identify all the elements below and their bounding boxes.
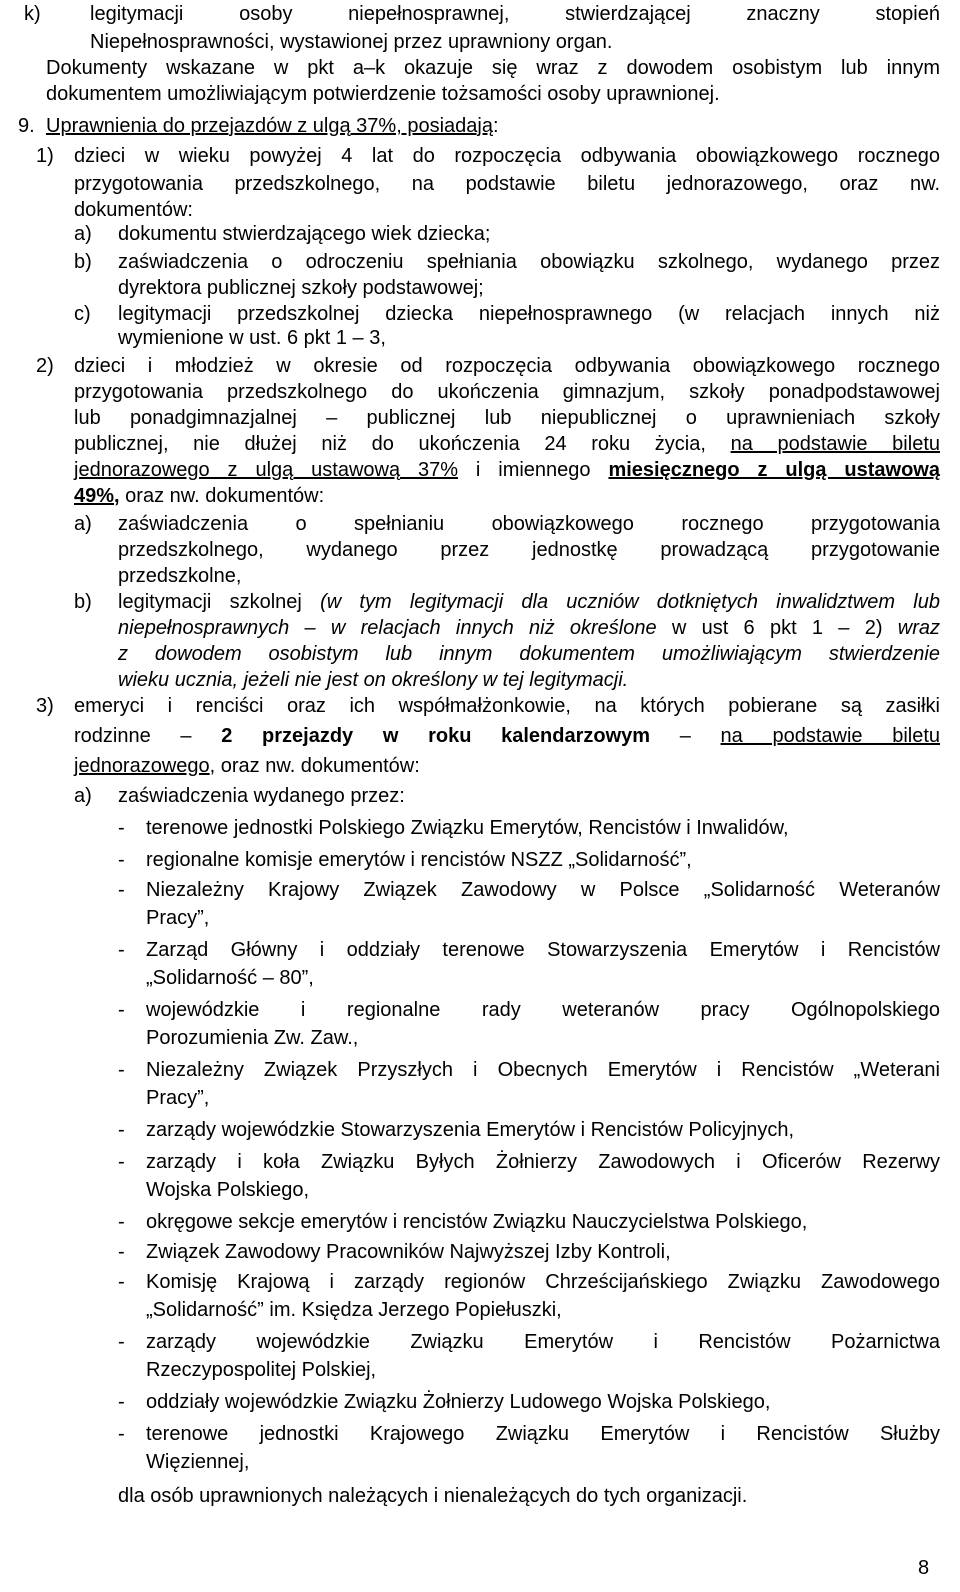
paragraph-line: emeryci i renciści oraz ich współmałżonkowie, na których pobierane są zasiłki bbox=[74, 695, 940, 717]
text-segment: legitymacji szkolnej bbox=[118, 591, 302, 613]
paragraph-line: dzieci i młodzież w okresie od rozpoczęcia odbywania obowiązkowego rocznego bbox=[74, 355, 940, 377]
list-marker: 2) bbox=[36, 355, 54, 377]
bullet-dash: - bbox=[118, 1271, 125, 1293]
paragraph-line: legitymacji osoby niepełnosprawnej, stwierdzającej znaczny stopień bbox=[90, 3, 940, 25]
list-marker: 1) bbox=[36, 145, 54, 167]
bullet-text: Rzeczypospolitej Polskiej, bbox=[146, 1359, 377, 1381]
paragraph-line: dokumentu stwierdzającego wiek dziecka; bbox=[118, 223, 491, 245]
text-segment: w ust 6 pkt 1 – 2) bbox=[671, 617, 883, 639]
underlined-segment: jednorazowego bbox=[74, 755, 210, 777]
bullet-dash: - bbox=[118, 1331, 125, 1353]
heading-colon: : bbox=[492, 115, 499, 137]
paragraph-line: dzieci w wieku powyżej 4 lat do rozpoczęcia odbywania obowiązkowego rocznego bbox=[74, 145, 940, 167]
section-heading-text: Uprawnienia do przejazdów z ulgą 37%, posiadają bbox=[46, 115, 493, 137]
page-number: 8 bbox=[918, 1557, 930, 1579]
paragraph-line: przygotowania przedszkolnego, na podstawie biletu jednorazowego, oraz nw. bbox=[74, 173, 940, 195]
bullet-text: regionalne komisje emerytów i rencistów NSZZ „Solidarność”, bbox=[146, 849, 692, 871]
paragraph-line: dokumentów: bbox=[74, 199, 193, 221]
bullet-dash: - bbox=[118, 939, 125, 961]
text-segment: – bbox=[679, 725, 691, 747]
paragraph-line: Dokumenty wskazane w pkt a–k okazuje się wraz z dowodem osobistym lub innym bbox=[46, 57, 940, 79]
paragraph-line bbox=[118, 590, 940, 614]
bullet-dash: - bbox=[118, 1119, 125, 1141]
paragraph-line bbox=[74, 754, 420, 778]
bullet-text: Porozumienia Zw. Zaw., bbox=[146, 1027, 359, 1049]
bullet-text: Niezależny Związek Przyszłych i Obecnych Emerytów i Rencistów „Weterani bbox=[146, 1059, 940, 1081]
bold-segment: 2 przejazdy w roku kalendarzowym bbox=[221, 725, 651, 747]
bullet-dash: - bbox=[118, 1151, 125, 1173]
list-marker: a) bbox=[74, 785, 92, 807]
bullet-text: Związek Zawodowy Pracowników Najwyższej Izby Kontroli, bbox=[146, 1241, 671, 1263]
paragraph-line: wymienione w ust. 6 pkt 1 – 3, bbox=[118, 327, 386, 349]
list-marker: a) bbox=[74, 223, 92, 245]
paragraph-line: zaświadczenia o odroczeniu spełniania obowiązku szkolnego, wydanego przez bbox=[118, 251, 940, 273]
bullet-dash: - bbox=[118, 879, 125, 901]
underlined-segment: na podstawie biletu bbox=[730, 433, 940, 455]
closing-line: dla osób uprawnionych należących i nienależących do tych organizacji. bbox=[118, 1485, 748, 1507]
bullet-dash: - bbox=[118, 1059, 125, 1081]
italic-segment: wraz bbox=[897, 617, 941, 639]
paragraph-line: zaświadczenia o spełnianiu obowiązkowego rocznego przygotowania bbox=[118, 513, 940, 535]
bullet-dash: - bbox=[118, 1391, 125, 1413]
bullet-dash: - bbox=[118, 1211, 125, 1233]
bullet-dash: - bbox=[118, 849, 125, 871]
paragraph-line: lub ponadgimnazjalnej – publicznej lub niepublicznej o uprawnieniach szkoły bbox=[74, 407, 940, 429]
paragraph-line: przygotowania przedszkolnego do ukończenia gimnazjum, szkoły ponadpodstawowej bbox=[74, 381, 940, 403]
paragraph-line: z dowodem osobistym lub innym dokumentem umożliwiającym stwierdzenie bbox=[118, 643, 940, 665]
text-segment: oraz nw. dokumentów: bbox=[125, 485, 325, 507]
bullet-dash: - bbox=[118, 1241, 125, 1263]
paragraph-line: przedszkolnego, wydanego przez jednostkę prowadzącą przygotowanie bbox=[118, 539, 940, 561]
text-segment: rodzinne – bbox=[74, 725, 192, 747]
list-marker: b) bbox=[74, 591, 92, 613]
bullet-text: Pracy”, bbox=[146, 907, 210, 929]
underlined-segment: jednorazowego z ulgą ustawową 37% bbox=[74, 459, 459, 481]
bullet-text: Pracy”, bbox=[146, 1087, 210, 1109]
bullet-text: zarządy i koła Związku Byłych Żołnierzy Zawodowych i Oficerów Rezerwy bbox=[146, 1151, 940, 1173]
text-segment: , oraz nw. dokumentów: bbox=[209, 755, 420, 777]
text-segment: i imiennego bbox=[475, 459, 591, 481]
text-segment: publicznej, nie dłużej niż do ukończenia 24 roku życia, bbox=[74, 433, 706, 455]
bold-underlined-segment: 49%, bbox=[74, 485, 120, 507]
bullet-text: terenowe jednostki Polskiego Związku Emerytów, Rencistów i Inwalidów, bbox=[146, 817, 789, 839]
paragraph-line: zaświadczenia wydanego przez: bbox=[118, 785, 405, 807]
bullet-text: terenowe jednostki Krajowego Związku Emerytów i Rencistów Służby bbox=[146, 1423, 940, 1445]
bullet-text: „Solidarność – 80”, bbox=[146, 967, 314, 989]
paragraph-line bbox=[74, 484, 324, 508]
bullet-text: Zarząd Główny i oddziały terenowe Stowarzyszenia Emerytów i Rencistów bbox=[146, 939, 940, 961]
italic-segment: (w tym legitymacji dla uczniów dotkniętych inwalidztwem lub bbox=[320, 591, 941, 613]
bullet-text: Komisję Krajową i zarządy regionów Chrześcijańskiego Związku Zawodowego bbox=[146, 1271, 940, 1293]
section-number: 9. bbox=[18, 115, 35, 137]
section-heading bbox=[46, 114, 499, 138]
bullet-text: wojewódzkie i regionalne rady weteranów pracy Ogólnopolskiego bbox=[146, 999, 940, 1021]
bullet-dash: - bbox=[118, 817, 125, 839]
paragraph-line bbox=[74, 458, 940, 482]
bold-underlined-segment: miesięcznego z ulgą ustawową bbox=[608, 459, 940, 481]
paragraph-line: wieku ucznia, jeżeli nie jest on określony w tej legitymacji. bbox=[118, 669, 629, 691]
bullet-text: zarządy wojewódzkie Stowarzyszenia Emerytów i Rencistów Policyjnych, bbox=[146, 1119, 795, 1141]
bullet-text: zarządy wojewódzkie Związku Emerytów i Rencistów Pożarnictwa bbox=[146, 1331, 940, 1353]
bullet-text: oddziały wojewódzkie Związku Żołnierzy Ludowego Wojska Polskiego, bbox=[146, 1391, 771, 1413]
bullet-text: „Solidarność” im. Księdza Jerzego Popiełuszki, bbox=[146, 1299, 562, 1321]
underlined-segment: na podstawie biletu bbox=[720, 725, 941, 747]
paragraph-line: dokumentem umożliwiającym potwierdzenie tożsamości osoby uprawnionej. bbox=[46, 83, 720, 105]
paragraph-line bbox=[74, 432, 940, 456]
list-marker: k) bbox=[24, 3, 41, 25]
bullet-text: Więziennej, bbox=[146, 1451, 250, 1473]
paragraph-line bbox=[118, 616, 940, 640]
paragraph-line: dyrektora publicznej szkoły podstawowej; bbox=[118, 277, 484, 299]
paragraph-line: przedszkolne, bbox=[118, 565, 242, 587]
italic-segment: niepełnosprawnych – w relacjach innych niż określone bbox=[118, 617, 657, 639]
bullet-text: Niezależny Krajowy Związek Zawodowy w Polsce „Solidarność Weteranów bbox=[146, 879, 940, 901]
bullet-text: okręgowe sekcje emerytów i rencistów Związku Nauczycielstwa Polskiego, bbox=[146, 1211, 808, 1233]
bullet-text: Wojska Polskiego, bbox=[146, 1179, 310, 1201]
list-marker: 3) bbox=[36, 695, 54, 717]
list-marker: a) bbox=[74, 513, 92, 535]
paragraph-line: legitymacji przedszkolnej dziecka niepełnosprawnego (w relacjach innych niż bbox=[118, 303, 940, 325]
bullet-dash: - bbox=[118, 999, 125, 1021]
bullet-dash: - bbox=[118, 1423, 125, 1445]
paragraph-line bbox=[74, 724, 940, 748]
paragraph-line: Niepełnosprawności, wystawionej przez uprawniony organ. bbox=[90, 31, 613, 53]
list-marker: b) bbox=[74, 251, 92, 273]
list-marker: c) bbox=[74, 303, 91, 325]
